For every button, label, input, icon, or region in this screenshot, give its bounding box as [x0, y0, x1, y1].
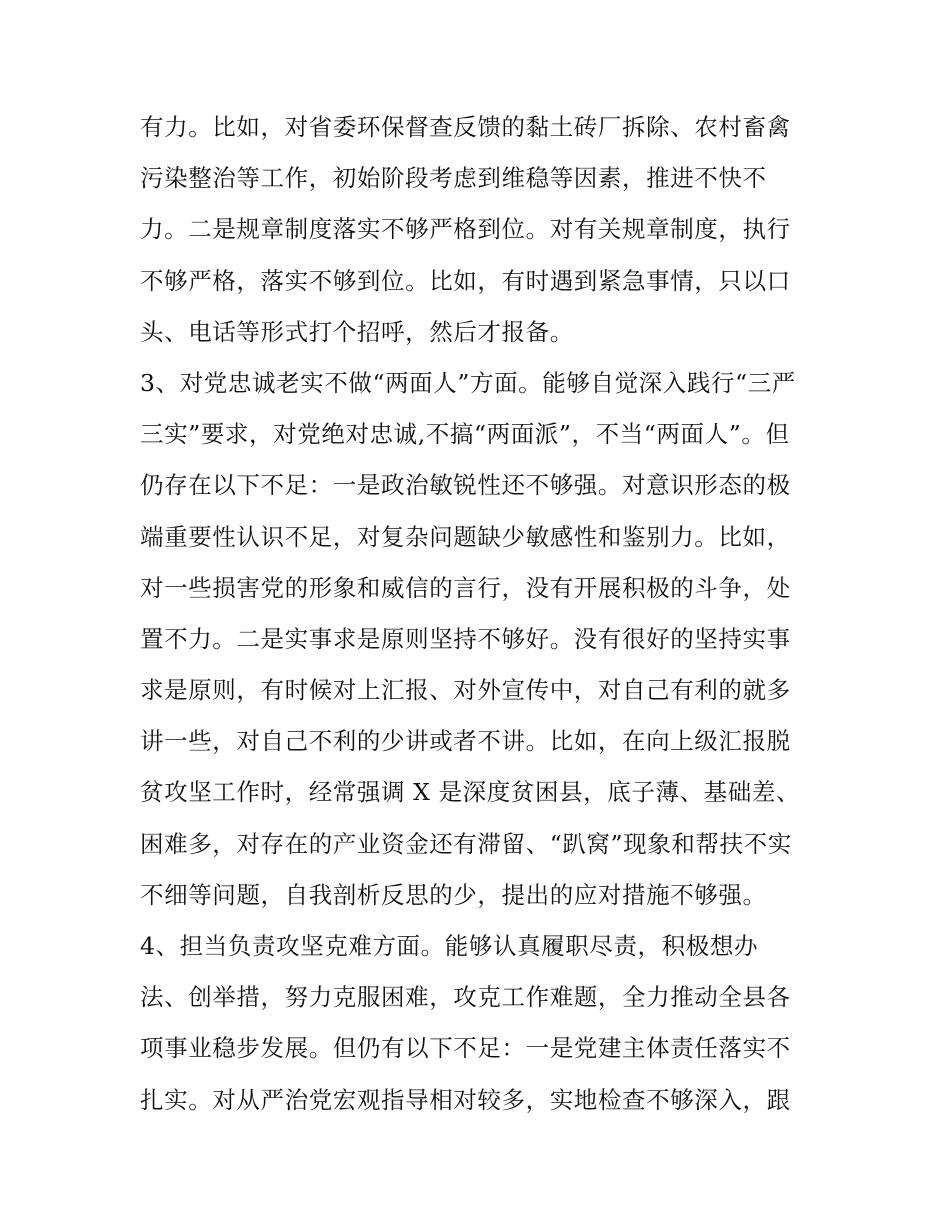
- text-line: 困难多，对存在的产业资金还有滞留、“趴窝”现象和帮扶不实: [140, 829, 792, 858]
- text-line: 头、电话等形式打个招呼，然后才报备。: [140, 317, 574, 346]
- text-line: 求是原则，有时候对上汇报、对外宣传中，对自己有利的就多: [140, 676, 791, 705]
- text-line: 讲一些，对自己不利的少讲或者不讲。比如，在向上级汇报脱: [140, 727, 791, 756]
- text-line: 贫攻坚工作时，经常强调 X 是深度贫困县，底子薄、基础差、: [140, 778, 801, 807]
- text-line: 端重要性认识不足，对复杂问题缺少敏感性和鉴别力。比如，: [140, 522, 791, 551]
- text-line: 不细等问题，自我剖析反思的少，提出的应对措施不够强。: [140, 880, 767, 909]
- text-line: 扎实。对从严治党宏观指导相对较多，实地检查不够深入，跟: [140, 1085, 791, 1114]
- text-line: 仍存在以下不足：一是政治敏锐性还不够强。对意识形态的极: [140, 471, 791, 500]
- section-3-heading-line: 3、对党忠诚老实不做“两面人”方面。能够自觉深入践行“三严: [140, 368, 796, 397]
- text-line: 三实”要求，对党绝对忠诚,不搞“两面派”，不当“两面人”。但: [140, 420, 790, 449]
- section-4-heading-line: 4、担当负责攻坚克难方面。能够认真履职尽责，积极想办: [140, 932, 759, 960]
- text-line: 不够严格，落实不够到位。比如，有时遇到紧急事情，只以口: [140, 266, 791, 295]
- text-line: 有力。比如，对省委环保督查反馈的黏土砖厂拆除、农村畜禽: [140, 113, 791, 141]
- text-line: 对一些损害党的形象和威信的言行，没有开展积极的斗争，处: [140, 573, 791, 602]
- text-line: 项事业稳步发展。但仍有以下不足：一是党建主体责任落实不: [140, 1034, 791, 1063]
- text-line: 法、创举措，努力克服困难，攻克工作难题，全力推动全县各: [140, 983, 791, 1012]
- text-line: 置不力。二是实事求是原则坚持不够好。没有很好的坚持实事: [140, 624, 791, 653]
- text-line: 力。二是规章制度落实不够严格到位。对有关规章制度，执行: [140, 215, 791, 244]
- text-line: 污染整治等工作，初始阶段考虑到维稳等因素，推进不快不: [140, 164, 767, 193]
- body-text: [140, 102, 820, 1126]
